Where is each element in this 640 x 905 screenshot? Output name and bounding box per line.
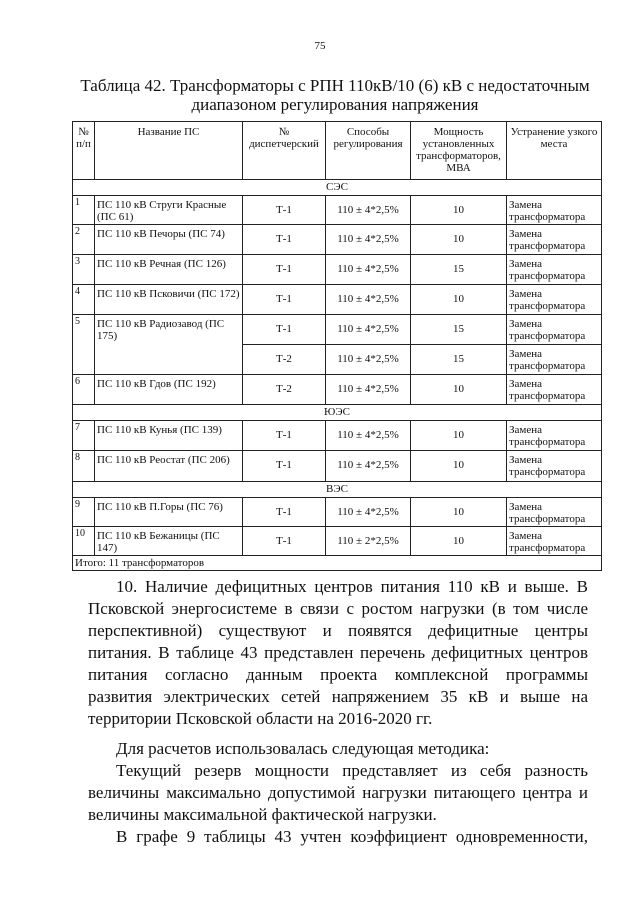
header-row: [73, 122, 602, 180]
group-row: [73, 482, 602, 498]
cell-name: ПС 110 кВ Реостат (ПС 206): [95, 451, 243, 482]
group-label: ЮЭС: [73, 405, 602, 421]
cell-power: 10: [411, 527, 507, 556]
total-label: Итого: 11 трансформаторов: [73, 556, 602, 571]
cell-fix: Замена трансформатора: [507, 375, 602, 405]
cell-fix: Замена трансформатора: [507, 345, 602, 375]
table-row: [73, 225, 602, 255]
table-row: [73, 421, 602, 451]
cell-disp: Т-1: [243, 527, 326, 556]
cell-name: ПС 110 кВ Речная (ПС 126): [95, 255, 243, 285]
table-row: [73, 451, 602, 482]
cell-disp: Т-1: [243, 225, 326, 255]
cell-fix: Замена трансформатора: [507, 315, 602, 345]
cell-name: ПС 110 кВ Радиозавод (ПС 175): [95, 315, 243, 375]
table-row: [73, 285, 602, 315]
cell-method: 110 ± 4*2,5%: [326, 255, 411, 285]
cell-method: 110 ± 4*2,5%: [326, 315, 411, 345]
cell-num: 5: [73, 315, 95, 375]
paragraph-method-intro: Для расчетов использовалась следующая методика:: [116, 739, 490, 758]
table-row: [73, 255, 602, 285]
cell-num: 10: [73, 527, 95, 556]
cell-fix: Замена трансформатора: [507, 285, 602, 315]
table-row: [73, 498, 602, 527]
cell-power: 10: [411, 421, 507, 451]
cell-num: 9: [73, 498, 95, 527]
cell-num: 1: [73, 196, 95, 225]
cell-method: 110 ± 4*2,5%: [326, 421, 411, 451]
cell-num: 6: [73, 375, 95, 405]
table-title: [60, 76, 610, 114]
header-name: Название ПС: [95, 122, 243, 180]
cell-power: 10: [411, 225, 507, 255]
cell-disp: Т-1: [243, 255, 326, 285]
title-line-1: Таблица 42. Трансформаторы с РПН 110кВ/10 (6) кВ с недостаточным: [80, 76, 590, 95]
cell-method: 110 ± 4*2,5%: [326, 345, 411, 375]
cell-power: 10: [411, 451, 507, 482]
cell-disp: Т-1: [243, 498, 326, 527]
header-num: № п/п: [73, 122, 95, 180]
cell-disp: Т-1: [243, 285, 326, 315]
paragraph-reserve-definition: Текущий резерв мощности представляет из себя разность величины максимально допустимой нагрузки питающего центра и величины максимальной фактической нагрузки.: [88, 761, 588, 824]
page-number: 75: [314, 40, 326, 52]
cell-power: 10: [411, 285, 507, 315]
header-disp: № диспетчерский: [243, 122, 326, 180]
cell-name: ПС 110 кВ П.Горы (ПС 76): [95, 498, 243, 527]
cell-name: ПС 110 кВ Гдов (ПС 192): [95, 375, 243, 405]
cell-method: 110 ± 4*2,5%: [326, 196, 411, 225]
cell-num: 4: [73, 285, 95, 315]
cell-fix: Замена трансформатора: [507, 421, 602, 451]
cell-fix: Замена трансформатора: [507, 527, 602, 556]
cell-method: 110 ± 2*2,5%: [326, 527, 411, 556]
cell-disp: Т-1: [243, 421, 326, 451]
cell-power: 15: [411, 255, 507, 285]
paragraph-column-9: В графе 9 таблицы 43 учтен коэффициент одновременности,: [116, 827, 588, 846]
cell-num: 8: [73, 451, 95, 482]
cell-power: 15: [411, 315, 507, 345]
cell-name: ПС 110 кВ Печоры (ПС 74): [95, 225, 243, 255]
table-row: [73, 315, 602, 345]
cell-disp: Т-2: [243, 375, 326, 405]
cell-power: 10: [411, 498, 507, 527]
cell-name: ПС 110 кВ Бежаницы (ПС 147): [95, 527, 243, 556]
cell-method: 110 ± 4*2,5%: [326, 225, 411, 255]
cell-method: 110 ± 4*2,5%: [326, 498, 411, 527]
group-row: [73, 180, 602, 196]
cell-method: 110 ± 4*2,5%: [326, 375, 411, 405]
table-row: [73, 375, 602, 405]
transformers-table: [72, 121, 602, 571]
group-label: СЭС: [73, 180, 602, 196]
cell-fix: Замена трансформатора: [507, 196, 602, 225]
cell-power: 15: [411, 345, 507, 375]
table-row: [73, 196, 602, 225]
cell-num: 2: [73, 225, 95, 255]
cell-method: 110 ± 4*2,5%: [326, 451, 411, 482]
cell-name: ПС 110 кВ Кунья (ПС 139): [95, 421, 243, 451]
cell-name: ПС 110 кВ Струги Красные (ПС 61): [95, 196, 243, 225]
cell-method: 110 ± 4*2,5%: [326, 285, 411, 315]
header-power: Мощность установленных трансформаторов, МВА: [411, 122, 507, 180]
cell-fix: Замена трансформатора: [507, 255, 602, 285]
cell-fix: Замена трансформатора: [507, 225, 602, 255]
cell-disp: Т-1: [243, 451, 326, 482]
cell-num: 3: [73, 255, 95, 285]
header-fix: Устранение узкого места: [507, 122, 602, 180]
cell-fix: Замена трансформатора: [507, 498, 602, 527]
paragraph-deficit-centers: 10. Наличие дефицитных центров питания 110 кВ и выше. В Псковской энергосистеме в связи с ростом нагрузки (в том числе перспективной) существуют и появятся дефицитные центры питания. В таблице 43 представлен перечень дефицитных центров питания согласно данным проекта комплексной программы развития электрических сетей напряжением 35 кВ и выше на территории Псковской области на 2016-2020 гг.: [88, 577, 588, 728]
title-line-2: диапазоном регулирования напряжения: [191, 95, 479, 114]
cell-power: 10: [411, 375, 507, 405]
table-row: [73, 527, 602, 556]
cell-disp: Т-2: [243, 345, 326, 375]
cell-power: 10: [411, 196, 507, 225]
cell-fix: Замена трансформатора: [507, 451, 602, 482]
cell-disp: Т-1: [243, 315, 326, 345]
cell-name: ПС 110 кВ Псковичи (ПС 172): [95, 285, 243, 315]
group-label: ВЭС: [73, 482, 602, 498]
group-row: [73, 405, 602, 421]
cell-disp: Т-1: [243, 196, 326, 225]
header-method: Способы регулирования: [326, 122, 411, 180]
total-row: [73, 556, 602, 571]
cell-num: 7: [73, 421, 95, 451]
